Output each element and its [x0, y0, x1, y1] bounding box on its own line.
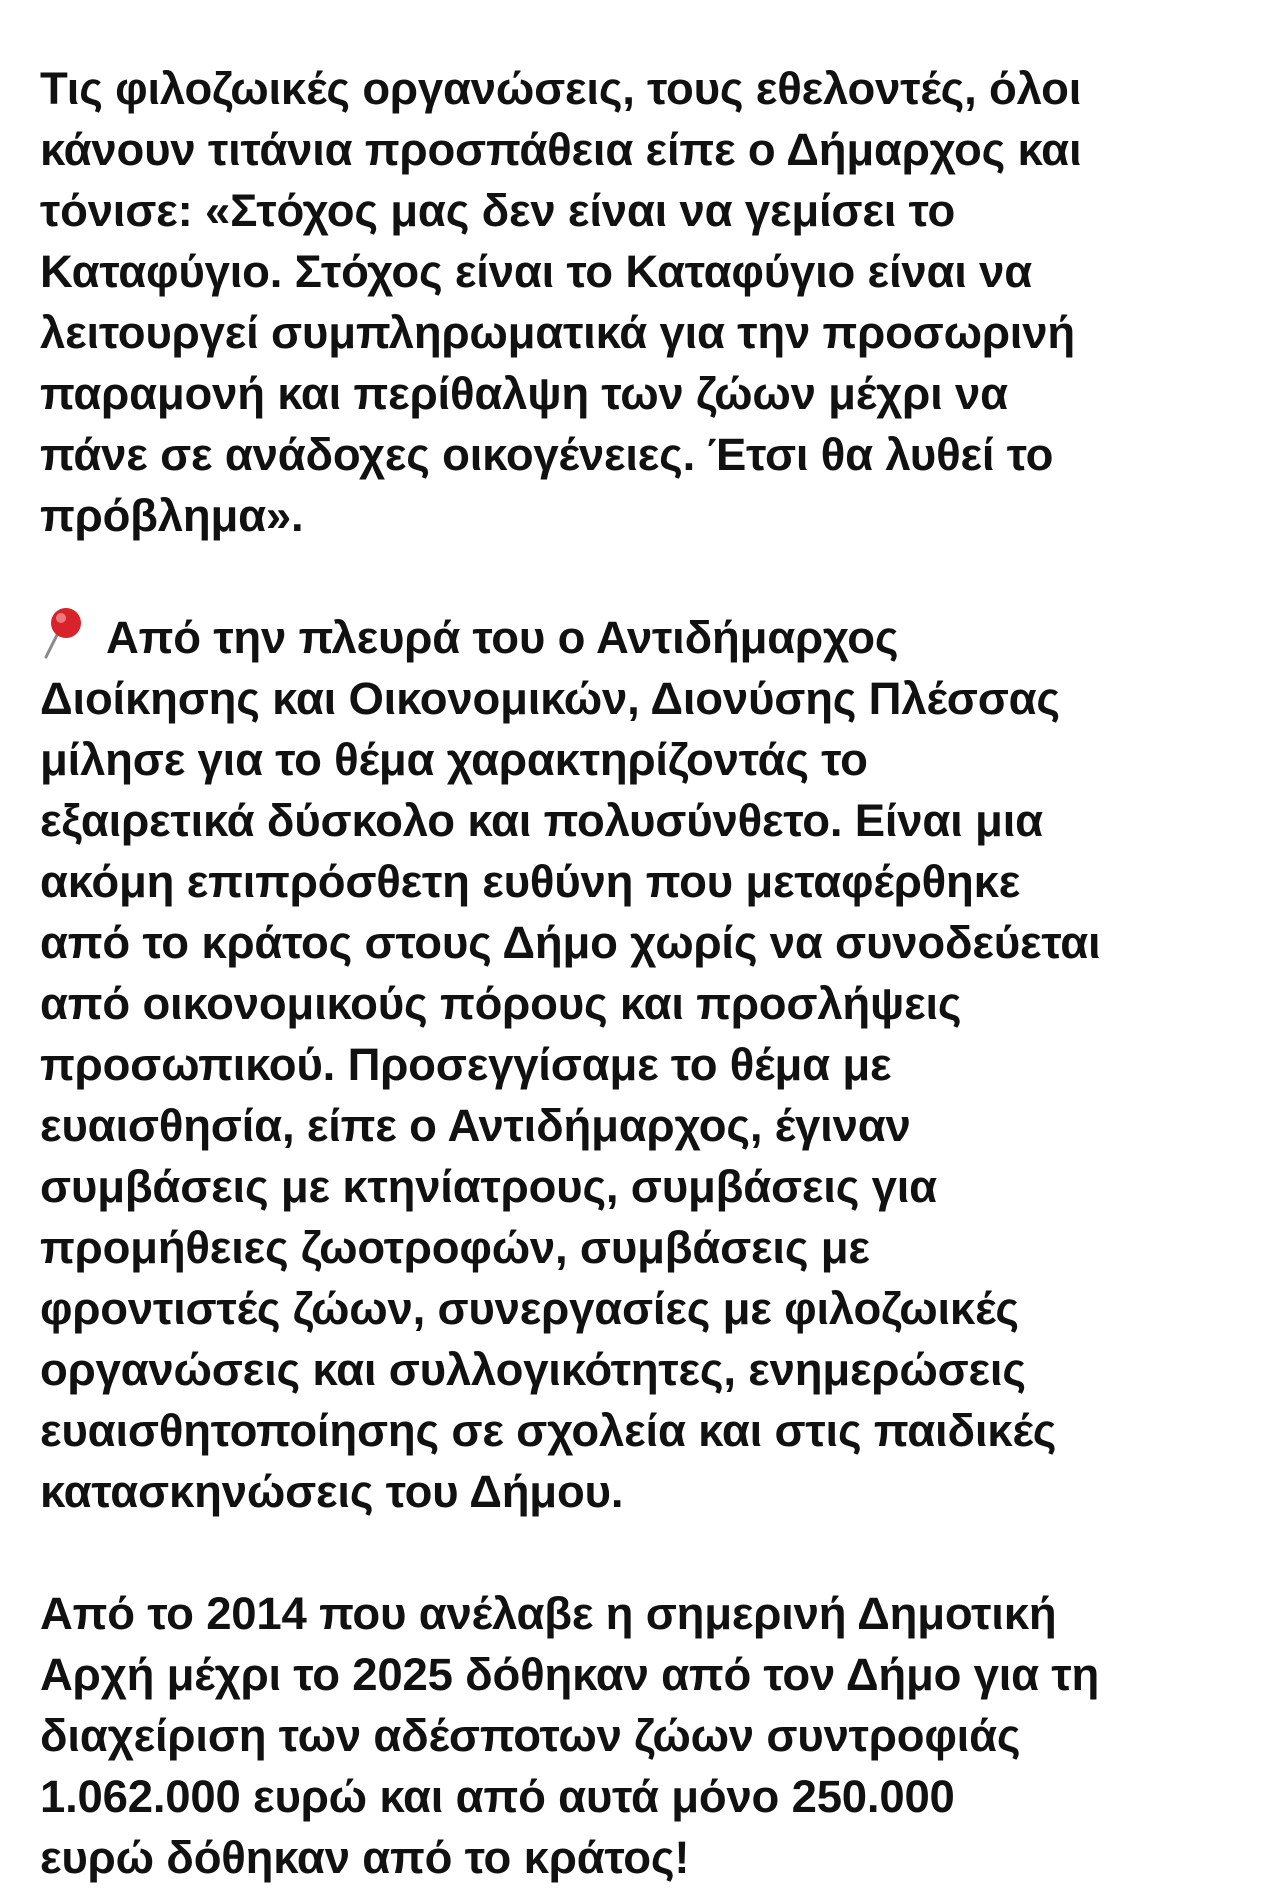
text-line: φροντιστές ζώων, συνεργασίες με φιλοζωικές [40, 1283, 1019, 1334]
text-line: κάνουν τιτάνια προσπάθεια είπε ο Δήμαρχος και [40, 124, 1082, 175]
round-pushpin-icon [40, 607, 86, 659]
text-line: τόνισε: «Στόχος μας δεν είναι να γεμίσει το [40, 185, 956, 236]
text-line: ευρώ δόθηκαν από το κράτος! [40, 1832, 690, 1883]
text-line: 1.062.000 ευρώ και από αυτά μόνο 250.000 [40, 1771, 955, 1822]
paragraph-gap [40, 546, 1244, 607]
text-line: Τις φιλοζωικές οργανώσεις, τους εθελοντές, όλοι [40, 63, 1082, 114]
text-line: διαχείριση των αδέσποτων ζώων συντροφιάς [40, 1710, 1021, 1761]
text-line: κατασκηνώσεις του Δήμου. [40, 1466, 624, 1517]
text-line: πρόβλημα». [40, 490, 304, 541]
text-line: εξαιρετικά δύσκολο και πολυσύνθετο. Είναι μια [40, 795, 1043, 846]
text-line: προμήθειες ζωοτροφών, συμβάσεις με [40, 1222, 870, 1273]
text-line: Καταφύγιο. Στόχος είναι το Καταφύγιο είναι να [40, 246, 1033, 297]
text-line: συμβάσεις με κτηνίατρους, συμβάσεις για [40, 1161, 937, 1212]
text-line: πάνε σε ανάδοχες οικογένειες. Έτσι θα λυθεί το [40, 429, 1054, 480]
text-line: οργανώσεις και συλλογικότητες, ενημερώσεις [40, 1344, 1026, 1395]
text-line: λειτουργεί συμπληρωματικά για την προσωρινή [40, 307, 1075, 358]
text-line-with-pin [40, 607, 1244, 668]
text-line: Από την πλευρά του ο Αντιδήμαρχος [106, 612, 899, 663]
text-line: παραμονή και περίθαλψη των ζώων μέχρι να [40, 368, 1008, 419]
text-line: ακόμη επιπρόσθετη ευθύνη που μεταφέρθηκε [40, 856, 1021, 907]
paragraph-3 [40, 1583, 1244, 1888]
text-line: ευαισθητοποίησης σε σχολεία και στις παιδικές [40, 1405, 1057, 1456]
paragraph-gap [40, 1522, 1244, 1583]
text-line: από το κράτος στους Δήμο χωρίς να συνοδεύεται [40, 917, 1101, 968]
text-line: ευαισθησία, είπε ο Αντιδήμαρχος, έγιναν [40, 1100, 911, 1151]
text-line: Αρχή μέχρι το 2025 δόθηκαν από τον Δήμο για τη [40, 1649, 1100, 1700]
text-line: από οικονομικούς πόρους και προσλήψεις [40, 978, 962, 1029]
text-line: Από το 2014 που ανέλαβε η σημερινή Δημοτική [40, 1588, 1057, 1639]
text-line: προσωπικού. Προσεγγίσαμε το θέμα με [40, 1039, 892, 1090]
paragraph-2 [40, 607, 1244, 1522]
paragraph-1 [40, 58, 1244, 546]
text-line: μίλησε για το θέμα χαρακτηρίζοντάς το [40, 734, 868, 785]
text-line: Διοίκησης και Οικονομικών, Διονύσης Πλέσσας [40, 673, 1060, 724]
